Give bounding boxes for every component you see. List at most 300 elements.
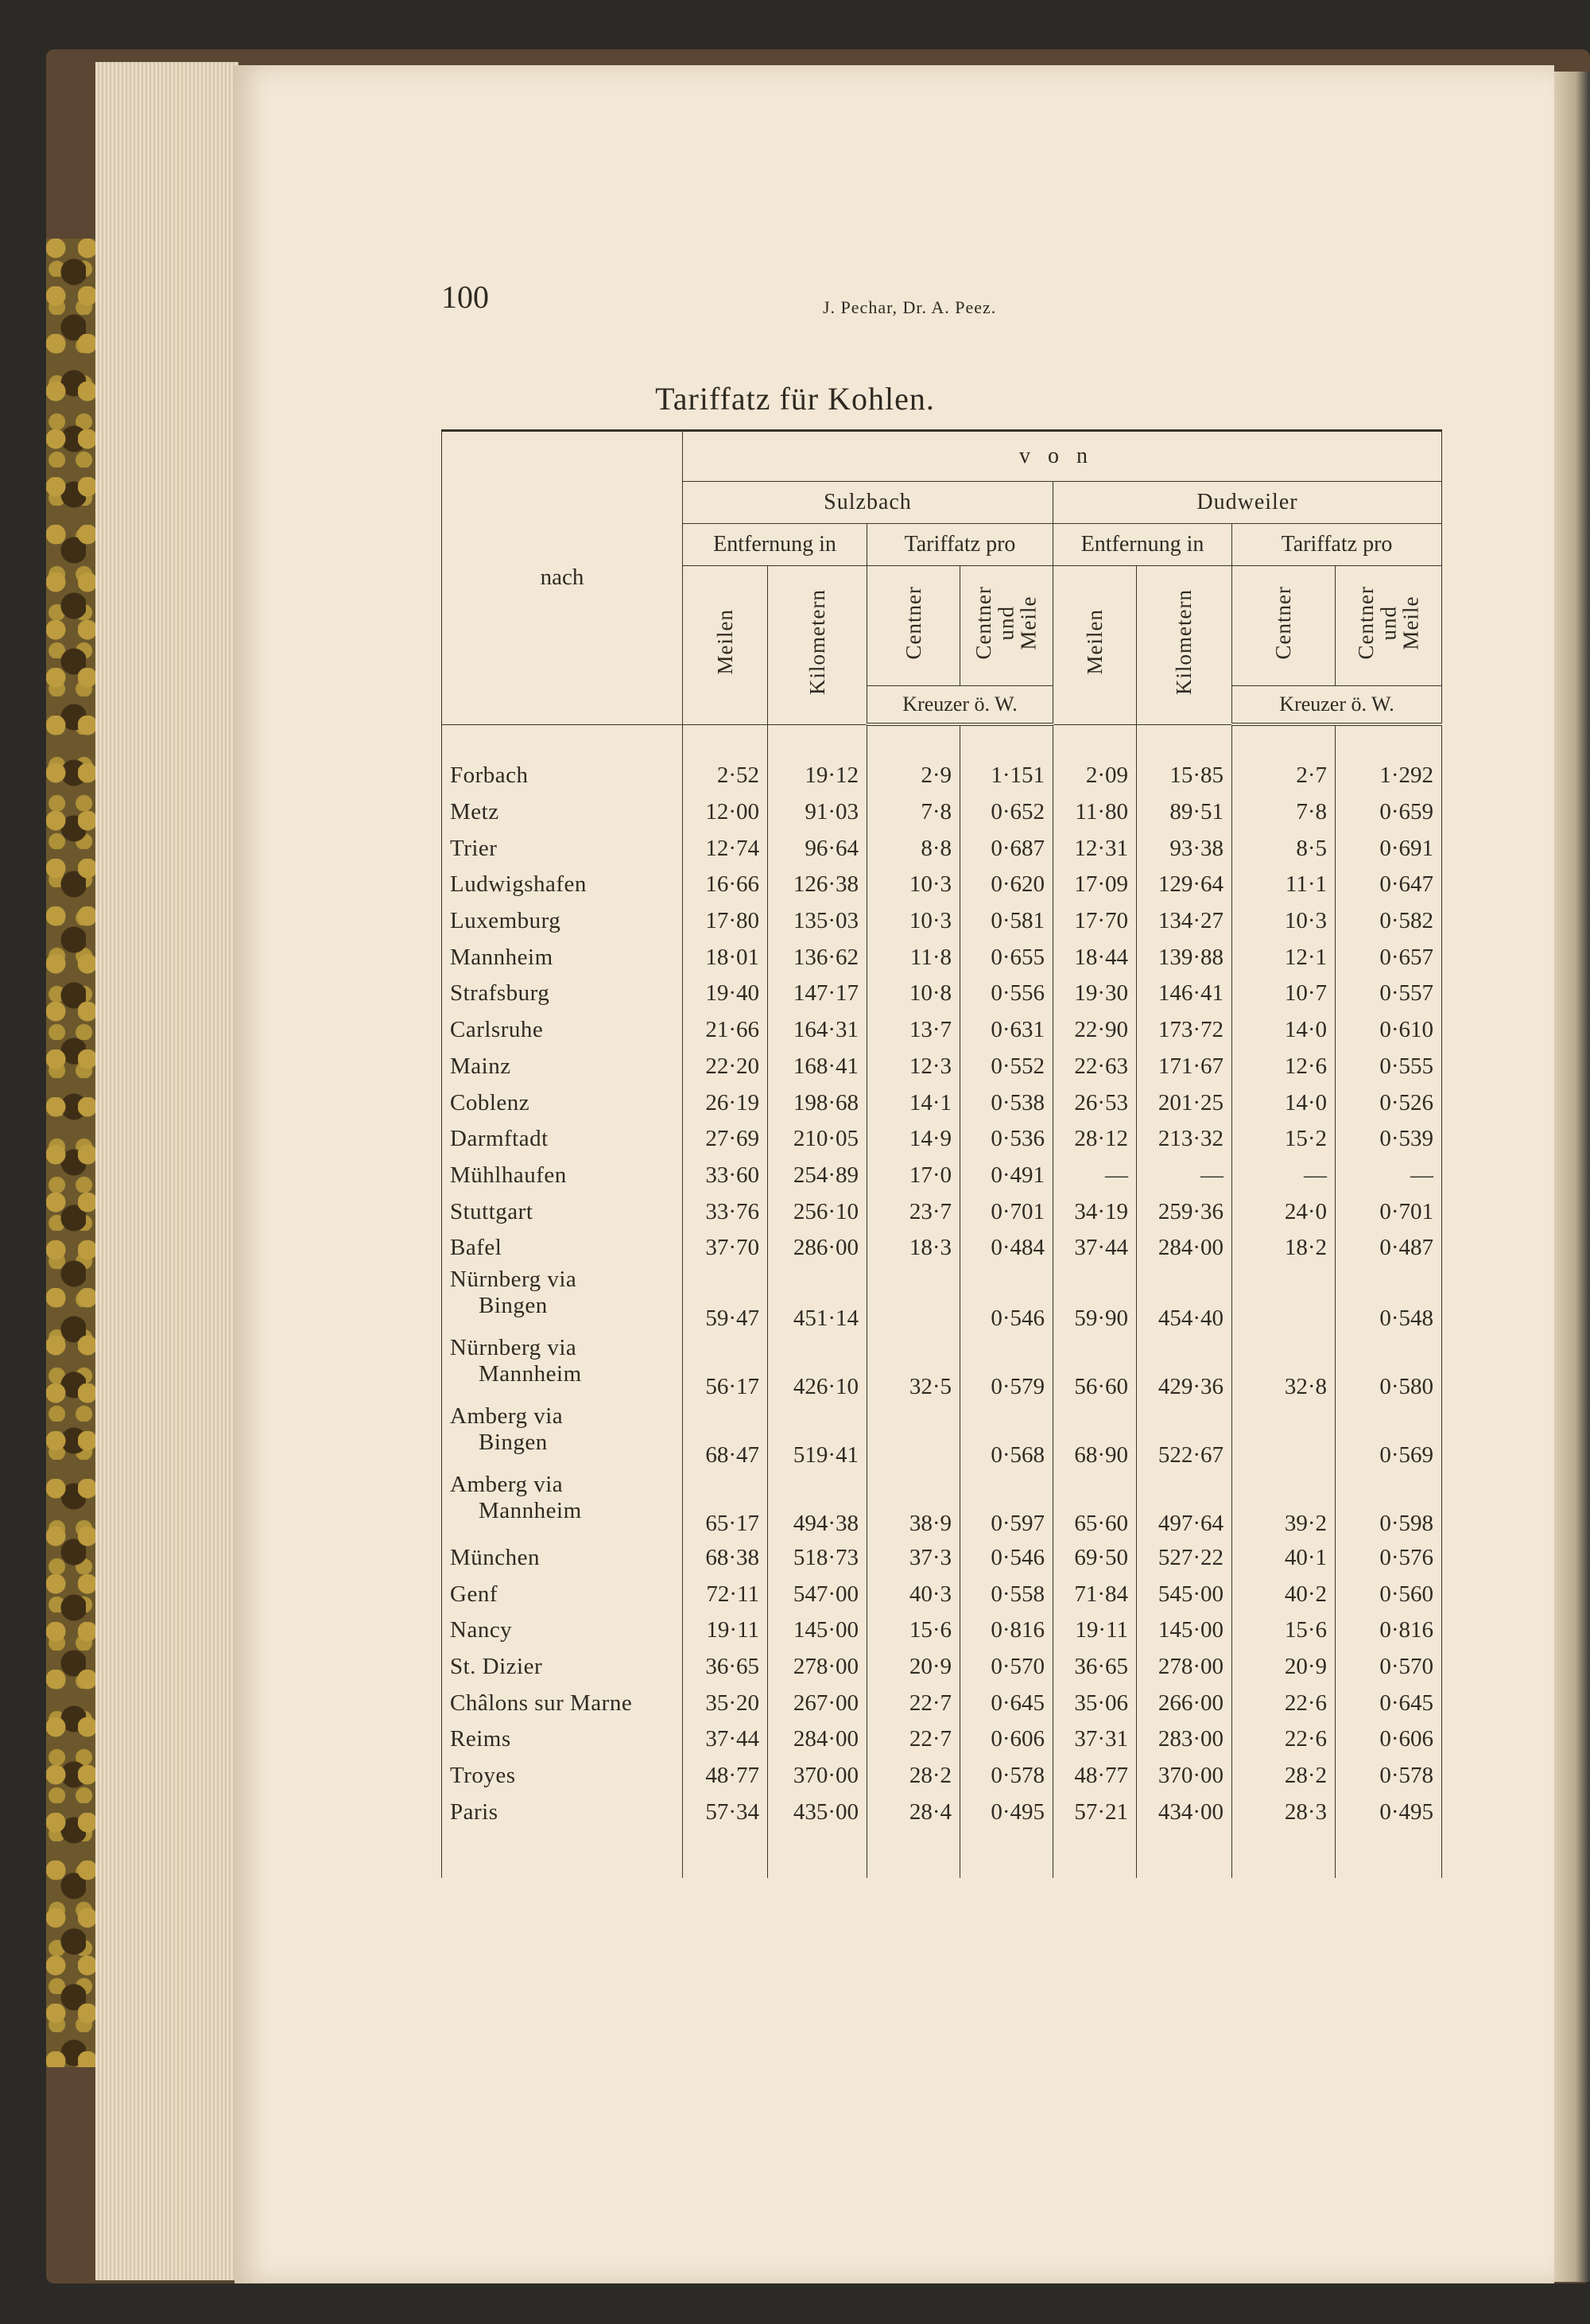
value-cell: 2·52 [683, 724, 768, 794]
destination-cell [442, 1576, 683, 1612]
value-cell: 497·64 [1137, 1472, 1232, 1540]
destination-name: Metz [450, 799, 499, 825]
value-cell: 0·655 [960, 939, 1053, 976]
destination-name: Paris [450, 1798, 498, 1825]
value-cell: 283·00 [1137, 1721, 1232, 1758]
value-cell: 24·0 [1232, 1193, 1336, 1230]
value-cell: 210·05 [768, 1121, 867, 1158]
value-cell: 28·4 [867, 1794, 960, 1878]
value-cell: 59·90 [1053, 1267, 1137, 1335]
destination-name: München [450, 1544, 541, 1570]
destination-cell [442, 976, 683, 1012]
value-cell: 15·6 [867, 1612, 960, 1649]
value-cell: 19·12 [768, 724, 867, 794]
destination-cell [442, 1649, 683, 1686]
value-cell: 48·77 [683, 1758, 768, 1794]
tariff-table-wrap [441, 429, 1441, 1878]
value-cell: 59·47 [683, 1267, 768, 1335]
value-cell: 32·8 [1232, 1335, 1336, 1403]
table-row [442, 1649, 1442, 1686]
value-cell: 256·10 [768, 1193, 867, 1230]
value-cell: 0·546 [960, 1267, 1053, 1335]
value-cell: 0·536 [960, 1121, 1053, 1158]
value-cell: 40·2 [1232, 1576, 1336, 1612]
header-sulzbach-kreuzer: Kreuzer ö. W. [867, 686, 1053, 725]
destination-name: Nancy [450, 1617, 513, 1643]
value-cell: 522·67 [1137, 1403, 1232, 1472]
value-cell: 284·00 [1137, 1230, 1232, 1267]
value-cell: 0·816 [1336, 1612, 1442, 1649]
value-cell: 22·6 [1232, 1685, 1336, 1721]
value-cell: 0·576 [1336, 1540, 1442, 1577]
value-cell: 12·1 [1232, 939, 1336, 976]
table-row [442, 1335, 1442, 1403]
destination-cell [442, 724, 683, 794]
value-cell: 429·36 [1137, 1335, 1232, 1403]
destination-name: Mannheim [450, 944, 553, 970]
destination-cell [442, 1794, 683, 1878]
header-nach: nach [442, 431, 683, 725]
value-cell: 12·31 [1053, 830, 1137, 867]
value-cell: 14·9 [867, 1121, 960, 1158]
destination-cell [442, 1084, 683, 1121]
value-cell: 0·569 [1336, 1403, 1442, 1472]
header-sulzbach-centner: Centner [867, 566, 960, 686]
value-cell: 545·00 [1137, 1576, 1232, 1612]
table-row [442, 1084, 1442, 1121]
header-dudweiler-meilen: Meilen [1053, 566, 1137, 725]
value-cell: 0·578 [960, 1758, 1053, 1794]
value-cell: 136·62 [768, 939, 867, 976]
value-cell: 68·38 [683, 1540, 768, 1577]
value-cell: 56·60 [1053, 1335, 1137, 1403]
value-cell: 0·570 [1336, 1649, 1442, 1686]
value-cell: 20·9 [1232, 1649, 1336, 1686]
value-cell: 518·73 [768, 1540, 867, 1577]
table-row [442, 1403, 1442, 1472]
destination-cell [442, 1612, 683, 1649]
value-cell: 164·31 [768, 1012, 867, 1049]
value-cell: 254·89 [768, 1158, 867, 1194]
destination-route: Bingen [479, 1292, 548, 1318]
value-cell: 434·00 [1137, 1794, 1232, 1878]
value-cell: 28·2 [1232, 1758, 1336, 1794]
header-dudweiler-centner-meile: Centner und Meile [1336, 566, 1442, 686]
value-cell: 35·20 [683, 1685, 768, 1721]
destination-cell [442, 1267, 683, 1335]
value-cell: 278·00 [768, 1649, 867, 1686]
value-cell: 38·9 [867, 1472, 960, 1540]
destination-route: Mannheim [479, 1360, 582, 1387]
destination-name: Trier [450, 835, 498, 861]
value-cell: 0·538 [960, 1084, 1053, 1121]
value-cell: 0·645 [1336, 1685, 1442, 1721]
value-cell: 28·2 [867, 1758, 960, 1794]
header-dudweiler-centner: Centner [1232, 566, 1336, 686]
value-cell: 8·5 [1232, 830, 1336, 867]
header-von: von [683, 431, 1442, 482]
value-cell: 91·03 [768, 794, 867, 831]
destination-name: Amberg via [450, 1403, 564, 1429]
value-cell: — [1232, 1158, 1336, 1194]
value-cell: 17·70 [1053, 903, 1137, 940]
value-cell: 0·580 [1336, 1335, 1442, 1403]
value-cell: 2·9 [867, 724, 960, 794]
destination-name: Bafel [450, 1235, 502, 1261]
value-cell: 11·80 [1053, 794, 1137, 831]
value-cell: 139·88 [1137, 939, 1232, 976]
value-cell: 19·40 [683, 976, 768, 1012]
value-cell: 71·84 [1053, 1576, 1137, 1612]
value-cell: 10·3 [867, 867, 960, 903]
destination-cell [442, 830, 683, 867]
value-cell: 27·69 [683, 1121, 768, 1158]
destination-cell [442, 1012, 683, 1049]
value-cell: 57·34 [683, 1794, 768, 1878]
table-row [442, 724, 1442, 794]
value-cell: 12·6 [1232, 1049, 1336, 1085]
value-cell: 23·7 [867, 1193, 960, 1230]
destination-cell [442, 1758, 683, 1794]
table-row [442, 1012, 1442, 1049]
value-cell: 26·53 [1053, 1084, 1137, 1121]
value-cell: 26·19 [683, 1084, 768, 1121]
destination-name: Coblenz [450, 1089, 530, 1115]
value-cell: 22·7 [867, 1685, 960, 1721]
destination-cell [442, 1540, 683, 1577]
value-cell: 0·578 [1336, 1758, 1442, 1794]
value-cell: 10·3 [1232, 903, 1336, 940]
value-cell: 259·36 [1137, 1193, 1232, 1230]
value-cell: 0·560 [1336, 1576, 1442, 1612]
value-cell: 37·44 [683, 1721, 768, 1758]
value-cell: 0·568 [960, 1403, 1053, 1472]
value-cell: 451·14 [768, 1267, 867, 1335]
value-cell: 168·41 [768, 1049, 867, 1085]
value-cell: 0·652 [960, 794, 1053, 831]
destination-cell [442, 1335, 683, 1403]
destination-cell [442, 794, 683, 831]
value-cell: 14·1 [867, 1084, 960, 1121]
table-row [442, 1685, 1442, 1721]
value-cell: 12·3 [867, 1049, 960, 1085]
value-cell: 10·3 [867, 903, 960, 940]
destination-name: St. Dizier [450, 1654, 543, 1680]
value-cell: 0·691 [1336, 830, 1442, 867]
value-cell: 0·606 [1336, 1721, 1442, 1758]
value-cell: 519·41 [768, 1403, 867, 1472]
value-cell: 0·558 [960, 1576, 1053, 1612]
value-cell: 48·77 [1053, 1758, 1137, 1794]
value-cell: 0·657 [1336, 939, 1442, 976]
destination-route: Bingen [479, 1429, 548, 1455]
value-cell: 0·598 [1336, 1472, 1442, 1540]
header-sulzbach-centner-meile: Centner und Meile [960, 566, 1053, 686]
value-cell: 145·00 [768, 1612, 867, 1649]
destination-name: Châlons sur Marne [450, 1690, 633, 1716]
value-cell: 1·292 [1336, 724, 1442, 794]
value-cell: 12·00 [683, 794, 768, 831]
value-cell: 36·65 [683, 1649, 768, 1686]
destination-cell [442, 1472, 683, 1540]
value-cell: 68·47 [683, 1403, 768, 1472]
value-cell: 65·60 [1053, 1472, 1137, 1540]
value-cell: 22·7 [867, 1721, 960, 1758]
value-cell: 22·63 [1053, 1049, 1137, 1085]
value-cell: 57·21 [1053, 1794, 1137, 1878]
value-cell: 37·3 [867, 1540, 960, 1577]
value-cell: 7·8 [867, 794, 960, 831]
destination-name: Genf [450, 1581, 498, 1607]
table-row [442, 1193, 1442, 1230]
destination-name: Strafsburg [450, 980, 550, 1007]
value-cell: 16·66 [683, 867, 768, 903]
destination-cell [442, 1193, 683, 1230]
value-cell: 284·00 [768, 1721, 867, 1758]
value-cell: 0·582 [1336, 903, 1442, 940]
value-cell: 8·8 [867, 830, 960, 867]
value-cell: 0·539 [1336, 1121, 1442, 1158]
value-cell: 494·38 [768, 1472, 867, 1540]
table-row [442, 1540, 1442, 1577]
destination-name: Troyes [450, 1763, 516, 1789]
value-cell: 0·555 [1336, 1049, 1442, 1085]
table-row [442, 1121, 1442, 1158]
value-cell [867, 1403, 960, 1472]
table-row [442, 1794, 1442, 1878]
value-cell: 15·6 [1232, 1612, 1336, 1649]
table-row [442, 1758, 1442, 1794]
value-cell: 0·570 [960, 1649, 1053, 1686]
value-cell: 2·7 [1232, 724, 1336, 794]
header-dudweiler-entfernung: Entfernung in [1053, 524, 1232, 566]
table-title: Tariffatz für Kohlen. [655, 381, 935, 417]
table-row [442, 867, 1442, 903]
value-cell: 10·8 [867, 976, 960, 1012]
value-cell: 370·00 [768, 1758, 867, 1794]
value-cell: 35·06 [1053, 1685, 1137, 1721]
value-cell: 0·579 [960, 1335, 1053, 1403]
value-cell: 0·487 [1336, 1230, 1442, 1267]
value-cell: 129·64 [1137, 867, 1232, 903]
value-cell: 0·495 [960, 1794, 1053, 1878]
value-cell: 28·3 [1232, 1794, 1336, 1878]
value-cell: 0·701 [960, 1193, 1053, 1230]
table-row [442, 939, 1442, 976]
value-cell: 20·9 [867, 1649, 960, 1686]
page-number: 100 [441, 279, 489, 315]
value-cell: 0·687 [960, 830, 1053, 867]
value-cell: 19·30 [1053, 976, 1137, 1012]
value-cell: 135·03 [768, 903, 867, 940]
value-cell: 17·0 [867, 1158, 960, 1194]
value-cell: 18·44 [1053, 939, 1137, 976]
value-cell: 266·00 [1137, 1685, 1232, 1721]
value-cell: 93·38 [1137, 830, 1232, 867]
destination-route: Mannheim [479, 1497, 582, 1523]
value-cell: 39·2 [1232, 1472, 1336, 1540]
value-cell: 7·8 [1232, 794, 1336, 831]
destination-cell [442, 1230, 683, 1267]
destination-cell [442, 1049, 683, 1085]
value-cell: 0·816 [960, 1612, 1053, 1649]
running-head [441, 278, 1590, 334]
table-row [442, 830, 1442, 867]
value-cell: 18·2 [1232, 1230, 1336, 1267]
header-dudweiler-kreuzer: Kreuzer ö. W. [1232, 686, 1442, 725]
destination-cell [442, 1158, 683, 1194]
value-cell: 0·548 [1336, 1267, 1442, 1335]
value-cell: 0·495 [1336, 1794, 1442, 1878]
value-cell: — [1336, 1158, 1442, 1194]
value-cell: 21·66 [683, 1012, 768, 1049]
destination-cell [442, 903, 683, 940]
value-cell: 171·67 [1137, 1049, 1232, 1085]
header-dudweiler: Dudweiler [1053, 482, 1442, 524]
value-cell: 0·631 [960, 1012, 1053, 1049]
value-cell: 56·17 [683, 1335, 768, 1403]
value-cell: 1·151 [960, 724, 1053, 794]
destination-name: Reims [450, 1726, 511, 1752]
value-cell: 213·32 [1137, 1121, 1232, 1158]
destination-name: Carlsruhe [450, 1017, 544, 1043]
tariff-table [441, 429, 1442, 1878]
header-sulzbach-kilometern: Kilometern [768, 566, 867, 725]
value-cell: 22·20 [683, 1049, 768, 1085]
table-row [442, 1049, 1442, 1085]
table-row [442, 1158, 1442, 1194]
value-cell: 278·00 [1137, 1649, 1232, 1686]
value-cell: 72·11 [683, 1576, 768, 1612]
value-cell: 32·5 [867, 1335, 960, 1403]
value-cell: 0·546 [960, 1540, 1053, 1577]
value-cell: 19·11 [1053, 1612, 1137, 1649]
value-cell: 0·484 [960, 1230, 1053, 1267]
table-row [442, 1472, 1442, 1540]
value-cell: 37·70 [683, 1230, 768, 1267]
value-cell: 13·7 [867, 1012, 960, 1049]
value-cell: 11·8 [867, 939, 960, 976]
destination-cell [442, 1685, 683, 1721]
value-cell: 0·491 [960, 1158, 1053, 1194]
value-cell: 527·22 [1137, 1540, 1232, 1577]
value-cell: 0·701 [1336, 1193, 1442, 1230]
value-cell: 173·72 [1137, 1012, 1232, 1049]
destination-name: Nürnberg via [450, 1266, 577, 1292]
destination-name: Stuttgart [450, 1198, 533, 1224]
value-cell: 17·80 [683, 903, 768, 940]
value-cell: 134·27 [1137, 903, 1232, 940]
value-cell: 0·557 [1336, 976, 1442, 1012]
value-cell: 2·09 [1053, 724, 1137, 794]
destination-name: Nürnberg via [450, 1334, 577, 1360]
value-cell: 22·90 [1053, 1012, 1137, 1049]
value-cell: 0·597 [960, 1472, 1053, 1540]
running-head-authors: J. Pechar, Dr. A. Peez. [823, 297, 997, 317]
value-cell: 370·00 [1137, 1758, 1232, 1794]
value-cell: 146·41 [1137, 976, 1232, 1012]
value-cell: 0·645 [960, 1685, 1053, 1721]
table-row [442, 1230, 1442, 1267]
value-cell: 286·00 [768, 1230, 867, 1267]
value-cell: 547·00 [768, 1576, 867, 1612]
header-sulzbach: Sulzbach [683, 482, 1053, 524]
value-cell: 435·00 [768, 1794, 867, 1878]
value-cell: 0·556 [960, 976, 1053, 1012]
value-cell: 19·11 [683, 1612, 768, 1649]
value-cell: 147·17 [768, 976, 867, 1012]
value-cell: 14·0 [1232, 1012, 1336, 1049]
destination-cell [442, 1403, 683, 1472]
destination-name: Amberg via [450, 1471, 564, 1497]
value-cell: 267·00 [768, 1685, 867, 1721]
value-cell: 96·64 [768, 830, 867, 867]
table-row [442, 1576, 1442, 1612]
value-cell: 12·74 [683, 830, 768, 867]
header-dudweiler-tariffatz: Tariffatz pro [1232, 524, 1442, 566]
value-cell: 0·659 [1336, 794, 1442, 831]
value-cell: 0·552 [960, 1049, 1053, 1085]
header-dudweiler-kilometern: Kilometern [1137, 566, 1232, 725]
value-cell: 15·2 [1232, 1121, 1336, 1158]
table-row [442, 1721, 1442, 1758]
value-cell [1232, 1403, 1336, 1472]
value-cell: 0·581 [960, 903, 1053, 940]
header-sulzbach-tariffatz: Tariffatz pro [867, 524, 1053, 566]
value-cell: 22·6 [1232, 1721, 1336, 1758]
value-cell: 0·606 [960, 1721, 1053, 1758]
value-cell: 33·76 [683, 1193, 768, 1230]
value-cell: 145·00 [1137, 1612, 1232, 1649]
table-row [442, 1612, 1442, 1649]
value-cell: 18·3 [867, 1230, 960, 1267]
value-cell: 37·44 [1053, 1230, 1137, 1267]
destination-name: Forbach [450, 762, 529, 788]
value-cell: 40·3 [867, 1576, 960, 1612]
value-cell: 18·01 [683, 939, 768, 976]
value-cell: 69·50 [1053, 1540, 1137, 1577]
value-cell: 15·85 [1137, 724, 1232, 794]
value-cell: 17·09 [1053, 867, 1137, 903]
destination-cell [442, 1121, 683, 1158]
destination-name: Luxemburg [450, 908, 561, 934]
value-cell: — [1137, 1158, 1232, 1194]
value-cell: 126·38 [768, 867, 867, 903]
value-cell: 65·17 [683, 1472, 768, 1540]
value-cell: 33·60 [683, 1158, 768, 1194]
value-cell: 426·10 [768, 1335, 867, 1403]
value-cell: — [1053, 1158, 1137, 1194]
value-cell: 36·65 [1053, 1649, 1137, 1686]
destination-cell [442, 867, 683, 903]
destination-cell [442, 939, 683, 976]
value-cell: 28·12 [1053, 1121, 1137, 1158]
tariff-table-body [442, 724, 1442, 1878]
value-cell: 89·51 [1137, 794, 1232, 831]
value-cell: 14·0 [1232, 1084, 1336, 1121]
value-cell [1232, 1267, 1336, 1335]
value-cell: 0·647 [1336, 867, 1442, 903]
destination-name: Mühlhaufen [450, 1162, 567, 1188]
value-cell: 37·31 [1053, 1721, 1137, 1758]
destination-name: Ludwigshafen [450, 871, 587, 898]
value-cell: 0·610 [1336, 1012, 1442, 1049]
value-cell: 0·620 [960, 867, 1053, 903]
header-sulzbach-meilen: Meilen [683, 566, 768, 725]
destination-cell [442, 1721, 683, 1758]
marbled-spine [46, 239, 95, 2067]
value-cell: 11·1 [1232, 867, 1336, 903]
